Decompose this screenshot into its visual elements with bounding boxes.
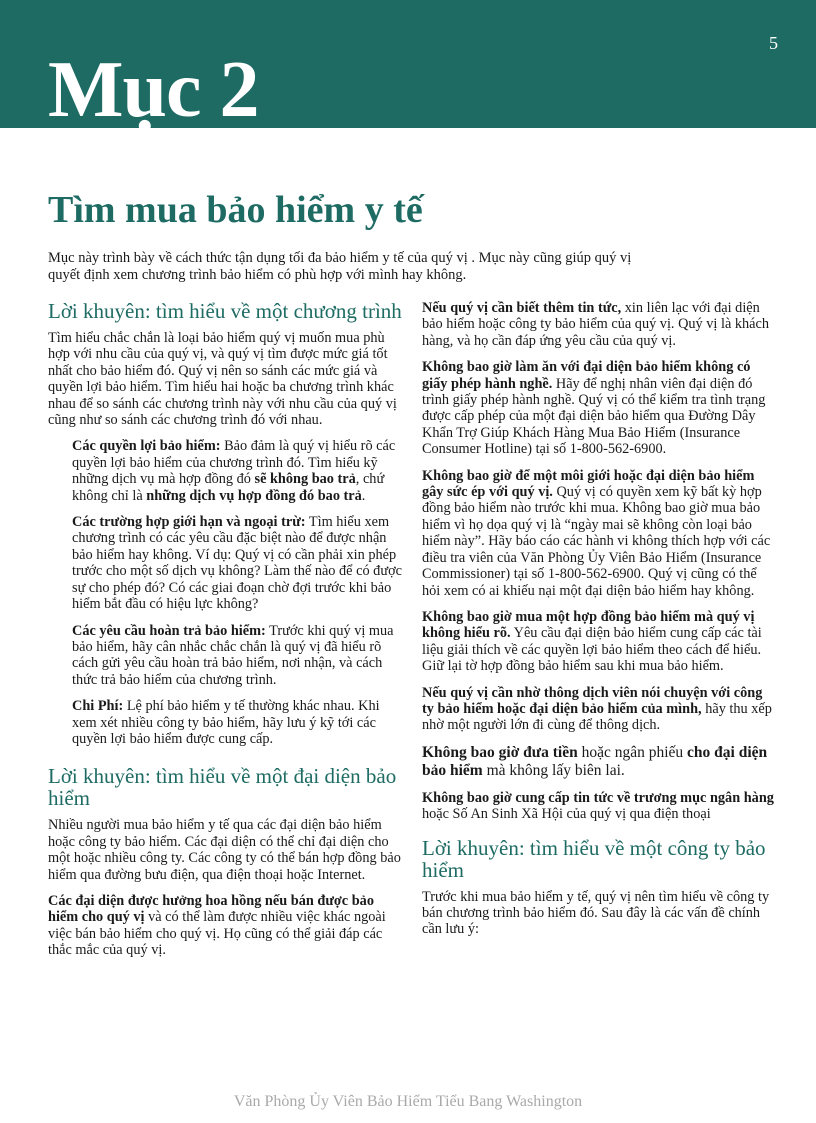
pressure-text: Quý vị có quyền xem kỹ bất kỳ hợp đồng bảo hiểm nào trước khi mua. Không bao giờ mua bảo hiểm vì họ dọa quý vị là “ngày mai sẽ không còn loại bảo hiểm này”. Hãy báo cáo các hành vi không thích hợp với các điều tra viên của Văn Phòng Ủy Viên Bảo Hiểm (Insurance Commissioner) tại số 1-800-562-6900. Quý vị cũng có thể hỏi xem có ai khiếu nại một đại diện bảo hiểm hay không. — [422, 484, 771, 599]
page-title: Tìm mua bảo hiểm y tế — [48, 189, 423, 231]
cost-item — [72, 698, 406, 747]
tip-company-body: Trước khi mua bảo hiểm y tế, quý vị nên tìm hiểu về công ty bán chương trình bảo hiểm đó. Sau đây là các vấn đề chính cần lưu ý: — [422, 888, 770, 938]
footer: Văn Phòng Ủy Viên Bảo Hiểm Tiểu Bang Washington — [233, 1093, 583, 1110]
left-column — [48, 300, 406, 969]
claims-lead: Các yêu cầu hoàn trả bảo hiểm: — [72, 622, 266, 639]
limits-text: Tìm hiểu xem chương trình có các yêu cầu đặc biệt nào để được nhận bảo hiểm hay không. Ví dụ: Quý vị có cần phải xin phép trước cho một số dịch vụ không? Làm thế nào để có được sự cho phép đó? Có các giai đoạn chờ đợi trước khi bảo hiểm bắt đầu có hiệu lực không? — [72, 514, 402, 613]
cash-text-1: hoặc ngân phiếu — [577, 743, 688, 761]
understand-paragraph — [422, 609, 774, 675]
tip-agent-body: Nhiều người mua bảo hiểm y tế qua các đại diện bảo hiểm hoặc công ty bảo hiểm. Các đại diện có thể chỉ đại diện cho một hoặc nhiều công ty. Các công ty có thể bán hợp đồng bảo hiểm qua đường bưu điện, qua điện thoại hoặc Internet. — [48, 817, 401, 883]
understand-text: Yêu cầu đại diện bảo hiểm cung cấp các tài liệu giải thích về các quyền lợi bảo hiểm theo cách để hiểu. Giữ lại tờ hợp đồng bảo hiểm sau khi mua bảo hiểm. — [422, 625, 762, 675]
more-info-paragraph — [422, 300, 774, 349]
benefits-bold-1: sẽ không bao trả — [254, 471, 356, 488]
bank-text: hoặc Số An Sinh Xã Hội của quý vị qua điện thoại — [422, 806, 711, 823]
claims-item — [72, 623, 406, 689]
cash-text-2: mà không lấy biên lai. — [482, 761, 625, 779]
cost-text: Lệ phí bảo hiểm y tế thường khác nhau. Khi xem xét nhiều công ty bảo hiểm, hãy lưu ý kỹ tới các quyền lợi bảo hiểm được cung cấp. — [72, 698, 380, 747]
bank-lead: Không bao giờ cung cấp tin tức về trương mục ngân hàng — [422, 789, 774, 806]
intro-paragraph: Mục này trình bày về cách thức tận dụng tối đa bảo hiểm y tế của quý vị . Mục này cũng giúp quý vị quyết định xem chương trình bảo hiểm có phù hợp với mình hay không. — [48, 250, 632, 283]
more-info-lead: Nếu quý vị cần biết thêm tin tức, — [422, 300, 622, 316]
commission-lead: Các đại diện được hưởng hoa hồng nếu bán được bảo hiểm cho quý vị — [48, 892, 374, 926]
benefits-end: . — [361, 487, 366, 504]
benefits-bold-2: những dịch vụ hợp đồng đó bao trả — [146, 487, 362, 504]
tip-program-body: Tìm hiểu chắc chắn là loại bảo hiểm quý vị muốn mua phù hợp với nhu cầu của quý vị, và quý vị tìm được mức giá tốt nhất cho bảo hiểm đó. Quý vị nên so sánh các mức giá và quyền lợi bảo hiểm. Tìm hiểu hai hoặc ba chương trình khác nhau để so sánh các chương trình này với nhu cầu của quý vị cũng như so sánh các chương trình đó với nhau. — [48, 330, 397, 429]
right-column — [422, 300, 774, 948]
interpreter-text: hãy thu xếp nhờ một người lớn đi cùng để thông dịch. — [422, 700, 772, 734]
commission-paragraph — [48, 893, 406, 959]
page-number: 5 — [769, 33, 778, 53]
benefits-lead: Các quyền lợi bảo hiểm: — [72, 438, 221, 455]
limits-lead: Các trường hợp giới hạn và ngoại trừ: — [72, 514, 306, 531]
license-paragraph — [422, 359, 774, 457]
tip-agent-heading: Lời khuyên: tìm hiểu về một đại diện bảo hiểm — [48, 764, 397, 811]
tip-company-heading: Lời khuyên: tìm hiểu về một công ty bảo hiểm — [422, 835, 766, 882]
license-lead: Không bao giờ làm ăn với đại diện bảo hiểm không có giấy phép hành nghề. — [422, 359, 751, 392]
cash-lead: Không bao giờ đưa tiền — [422, 743, 578, 761]
header-banner — [0, 0, 816, 134]
benefits-item — [72, 438, 406, 504]
pressure-lead: Không bao giờ để một môi giới hoặc đại diện bảo hiểm gây sức ép với quý vị. — [422, 467, 755, 501]
bank-paragraph — [422, 790, 774, 823]
claims-text: Trước khi quý vị mua bảo hiểm, hãy cân nhắc chắc chắn là quý vị đã hiểu rõ cách gửi yêu cầu hoàn trả bảo hiểm, nơi nhận, và cách thức trả bảo hiểm của chương trình. — [72, 622, 394, 688]
tip-program-heading: Lời khuyên: tìm hiểu về một chương trình — [48, 299, 402, 323]
more-info-text: xin liên lạc với đại diện bảo hiểm hoặc công ty bảo hiểm của quý vị. Quý vị là khách hàng, và họ cần đáp ứng yêu cầu của quý vị. — [422, 300, 769, 349]
interpreter-paragraph — [422, 685, 774, 734]
commission-text: và có thể làm được nhiều việc khác ngoài việc bán bảo hiểm cho quý vị. Họ cũng có thể giải đáp các thắc mắc của quý vị. — [48, 909, 386, 959]
cash-paragraph — [422, 744, 774, 780]
license-text: Hãy để nghị nhân viên đại diện đó trình giấy phép hành nghề. Quý vị có thể kiểm tra tình trạng được cấp phép của một đại diện bảo hiểm qua Đường Dây Khẩn Trợ Giúp Khách Hàng Mua Bảo Hiểm (Insurance Consumer Hotline) tại số 1-800-562-6900. — [422, 375, 766, 458]
understand-lead: Không bao giờ mua một hợp đồng bảo hiểm mà quý vị không hiểu rõ. — [422, 608, 755, 642]
limits-item — [72, 514, 406, 612]
benefits-text-2: , chứ không chỉ là — [72, 471, 385, 504]
interpreter-lead: Nếu quý vị cần nhờ thông dịch viên nói chuyện với công ty bảo hiểm hoặc đại diện bảo hiểm của mình, — [422, 684, 763, 717]
cost-lead: Chi Phí: — [72, 698, 124, 715]
cash-bold-2: cho đại diện bảo hiểm — [422, 743, 768, 779]
benefits-text: Bảo đảm là quý vị hiểu rõ các quyền lợi bảo hiểm của chương trình đó. Tìm hiểu kỹ những dịch vụ mà hợp đồng đó — [72, 438, 396, 488]
pressure-paragraph — [422, 468, 774, 599]
section-title: Mục 2 — [48, 46, 259, 134]
